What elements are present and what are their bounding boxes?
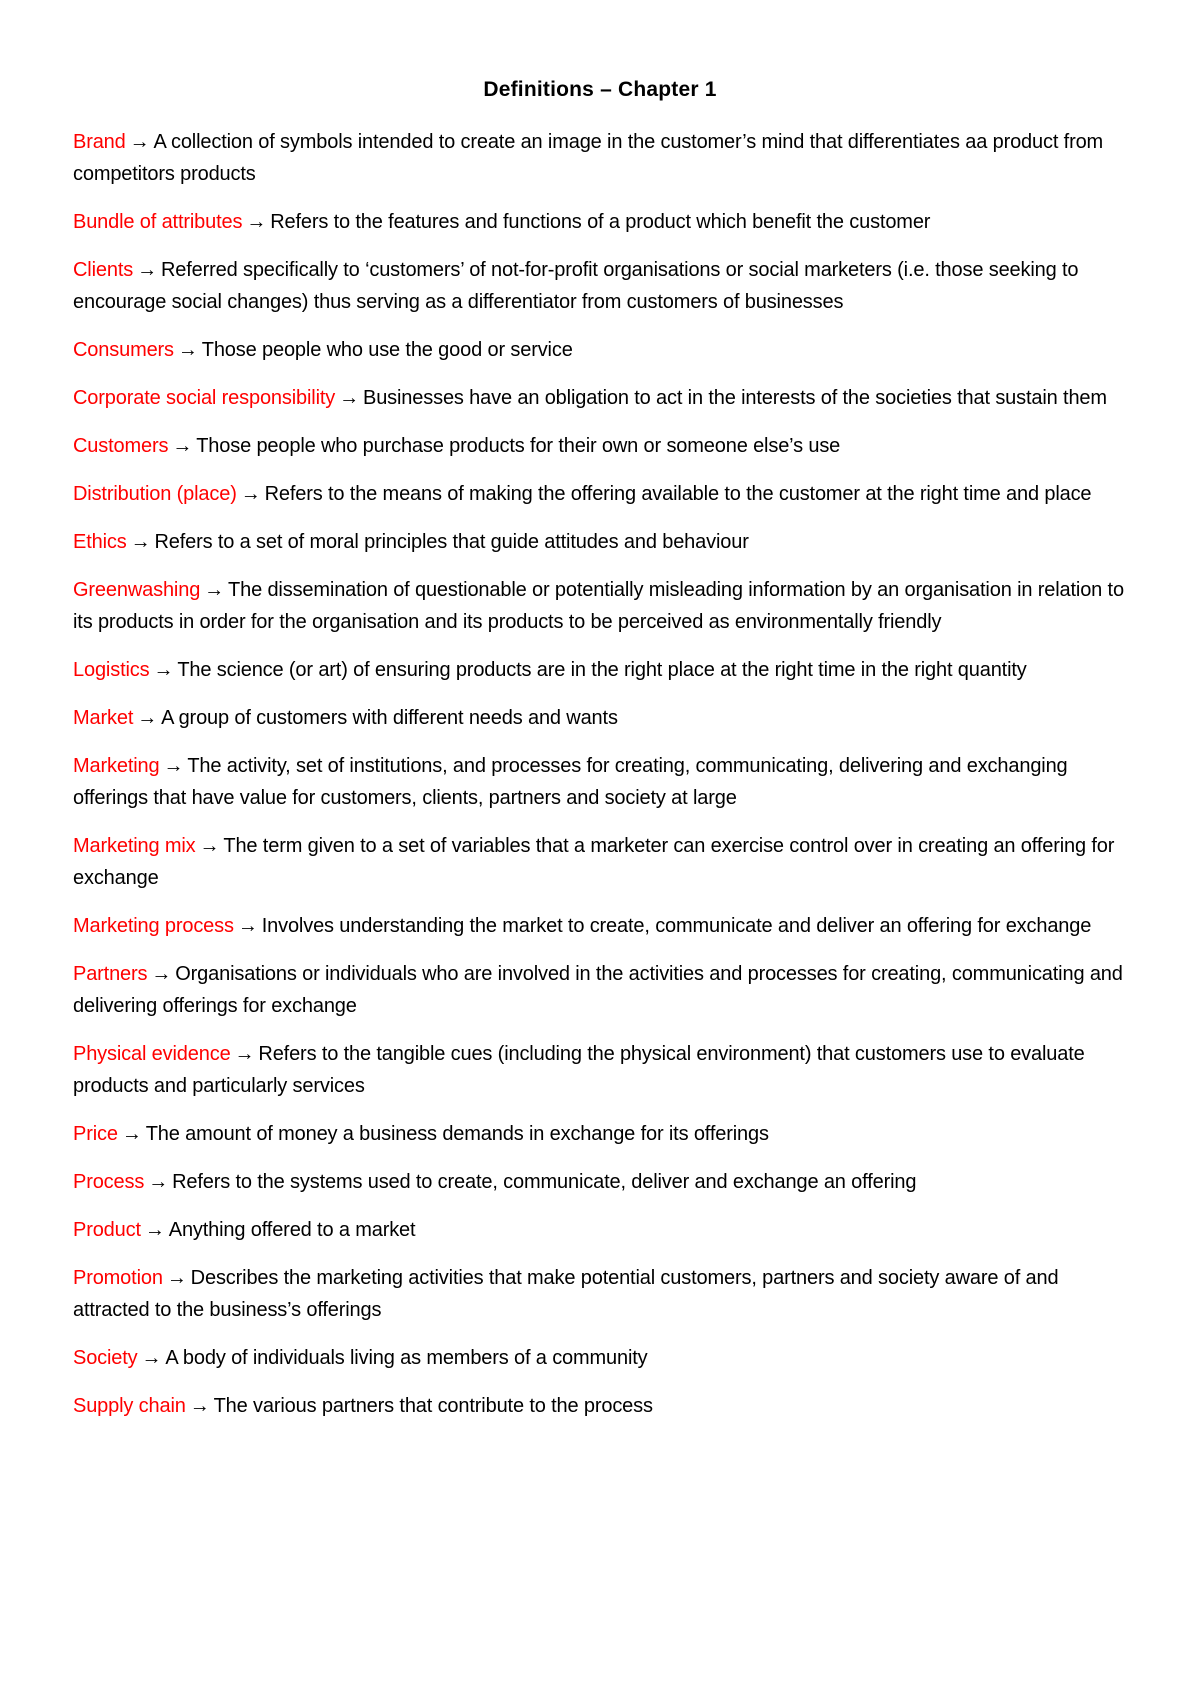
definitions-list	[73, 126, 1133, 1438]
definition-text: The various partners that contribute to the process	[213, 1395, 653, 1417]
page-title: Definitions – Chapter 1	[483, 78, 717, 101]
definition-text: The amount of money a business demands in exchange for its offerings	[145, 1123, 769, 1145]
definition-entry	[73, 830, 1133, 894]
arrow-icon: →	[240, 483, 261, 505]
definition-entry	[73, 1390, 1133, 1422]
definition-term: Price	[73, 1123, 118, 1145]
definition-entry	[73, 126, 1133, 190]
definition-text: Organisations or individuals who are involved in the activities and processes for creating, communicating and delivering offerings for exchange	[73, 963, 1123, 1017]
definition-term: Market	[73, 707, 134, 729]
arrow-icon: →	[246, 211, 267, 233]
arrow-icon: →	[137, 707, 158, 729]
definition-term: Ethics	[73, 531, 127, 553]
arrow-icon: →	[148, 1171, 169, 1193]
definition-term: Marketing mix	[73, 835, 196, 857]
arrow-icon: →	[172, 435, 193, 457]
definition-entry	[73, 206, 1133, 238]
definition-entry	[73, 1342, 1133, 1374]
arrow-icon: →	[199, 835, 220, 857]
definition-term: Brand	[73, 131, 126, 153]
arrow-icon: →	[153, 659, 174, 681]
definition-term: Marketing	[73, 755, 160, 777]
definition-text: Those people who use the good or service	[201, 339, 573, 361]
definition-entry	[73, 574, 1133, 638]
definition-text: The science (or art) of ensuring products are in the right place at the right time in the right quantity	[177, 659, 1027, 681]
definition-entry	[73, 526, 1133, 558]
definition-term: Corporate social responsibility	[73, 387, 336, 409]
arrow-icon: →	[137, 259, 157, 281]
definition-term: Promotion	[73, 1267, 163, 1289]
arrow-icon: →	[234, 1043, 255, 1065]
definition-term: Society	[73, 1347, 138, 1369]
definition-entry	[73, 430, 1133, 462]
definition-text: A group of customers with different needs and wants	[161, 707, 618, 729]
arrow-icon: →	[130, 531, 151, 553]
definition-term: Consumers	[73, 339, 174, 361]
arrow-icon: →	[177, 339, 198, 361]
definition-text: The dissemination of questionable or potentially misleading information by an organisation in relation to its products in order for the organisation and its products to be perceived as environmentally friendly	[73, 579, 1124, 633]
arrow-icon: →	[129, 131, 150, 153]
arrow-icon: →	[163, 755, 184, 777]
arrow-icon: →	[339, 387, 359, 409]
definition-text: Those people who purchase products for their own or someone else’s use	[196, 435, 841, 457]
arrow-icon: →	[144, 1219, 165, 1241]
arrow-icon: →	[237, 915, 258, 937]
definition-term: Clients	[73, 259, 134, 281]
definition-entry	[73, 1214, 1133, 1246]
definition-term: Marketing process	[73, 915, 234, 937]
definition-term: Physical evidence	[73, 1043, 231, 1065]
definition-text: Refers to the means of making the offering available to the customer at the right time and place	[264, 483, 1092, 505]
arrow-icon: →	[141, 1347, 162, 1369]
definition-entry	[73, 654, 1133, 686]
definition-term: Partners	[73, 963, 148, 985]
definition-term: Distribution (place)	[73, 483, 237, 505]
definition-text: Refers to the features and functions of a product which benefit the customer	[270, 211, 931, 233]
definition-entry	[73, 1166, 1133, 1198]
definition-term: Customers	[73, 435, 169, 457]
definition-term: Logistics	[73, 659, 150, 681]
arrow-icon: →	[189, 1395, 210, 1417]
definition-entry	[73, 1262, 1133, 1326]
definition-text: A body of individuals living as members of a community	[165, 1347, 648, 1369]
arrow-icon: →	[166, 1267, 187, 1289]
definition-term: Process	[73, 1171, 145, 1193]
definition-entry	[73, 750, 1133, 814]
definition-term: Supply chain	[73, 1395, 186, 1417]
definition-text: Refers to the systems used to create, communicate, deliver and exchange an offering	[172, 1171, 917, 1193]
definition-term: Product	[73, 1219, 141, 1241]
definition-text: The activity, set of institutions, and processes for creating, communicating, delivering and exchanging offerings that have value for customers, clients, partners and society at large	[73, 755, 1068, 809]
definition-entry	[73, 1118, 1133, 1150]
definition-text: Refers to the tangible cues (including the physical environment) that customers use to evaluate products and particularly services	[73, 1043, 1085, 1097]
definition-entry	[73, 702, 1133, 734]
definition-entry	[73, 910, 1133, 942]
arrow-icon: →	[121, 1123, 142, 1145]
definition-entry	[73, 958, 1133, 1022]
definition-term: Greenwashing	[73, 579, 201, 601]
definition-text: Refers to a set of moral principles that guide attitudes and behaviour	[154, 531, 749, 553]
definition-entry	[73, 254, 1133, 318]
arrow-icon: →	[204, 579, 225, 601]
definition-text: A collection of symbols intended to create an image in the customer’s mind that differentiates aa product from competitors products	[73, 131, 1104, 185]
definition-text: Businesses have an obligation to act in the interests of the societies that sustain them	[363, 387, 1107, 409]
definition-entry	[73, 1038, 1133, 1102]
definition-entry	[73, 382, 1133, 414]
definition-entry	[73, 334, 1133, 366]
arrow-icon: →	[151, 963, 172, 985]
definition-text: The term given to a set of variables that a marketer can exercise control over in creating an offering for exchange	[73, 835, 1115, 889]
definition-text: Referred specifically to ‘customers’ of not-for-profit organisations or social marketers (i.e. those seeking to encourage social changes) thus serving as a differentiator from customers of businesses	[73, 259, 1079, 313]
definition-text: Anything offered to a market	[168, 1219, 416, 1241]
definition-text: Involves understanding the market to create, communicate and deliver an offering for exchange	[261, 915, 1092, 937]
definition-term: Bundle of attributes	[73, 211, 243, 233]
definition-entry	[73, 478, 1133, 510]
definition-text: Describes the marketing activities that make potential customers, partners and society aware of and attracted to the business’s offerings	[73, 1267, 1059, 1321]
